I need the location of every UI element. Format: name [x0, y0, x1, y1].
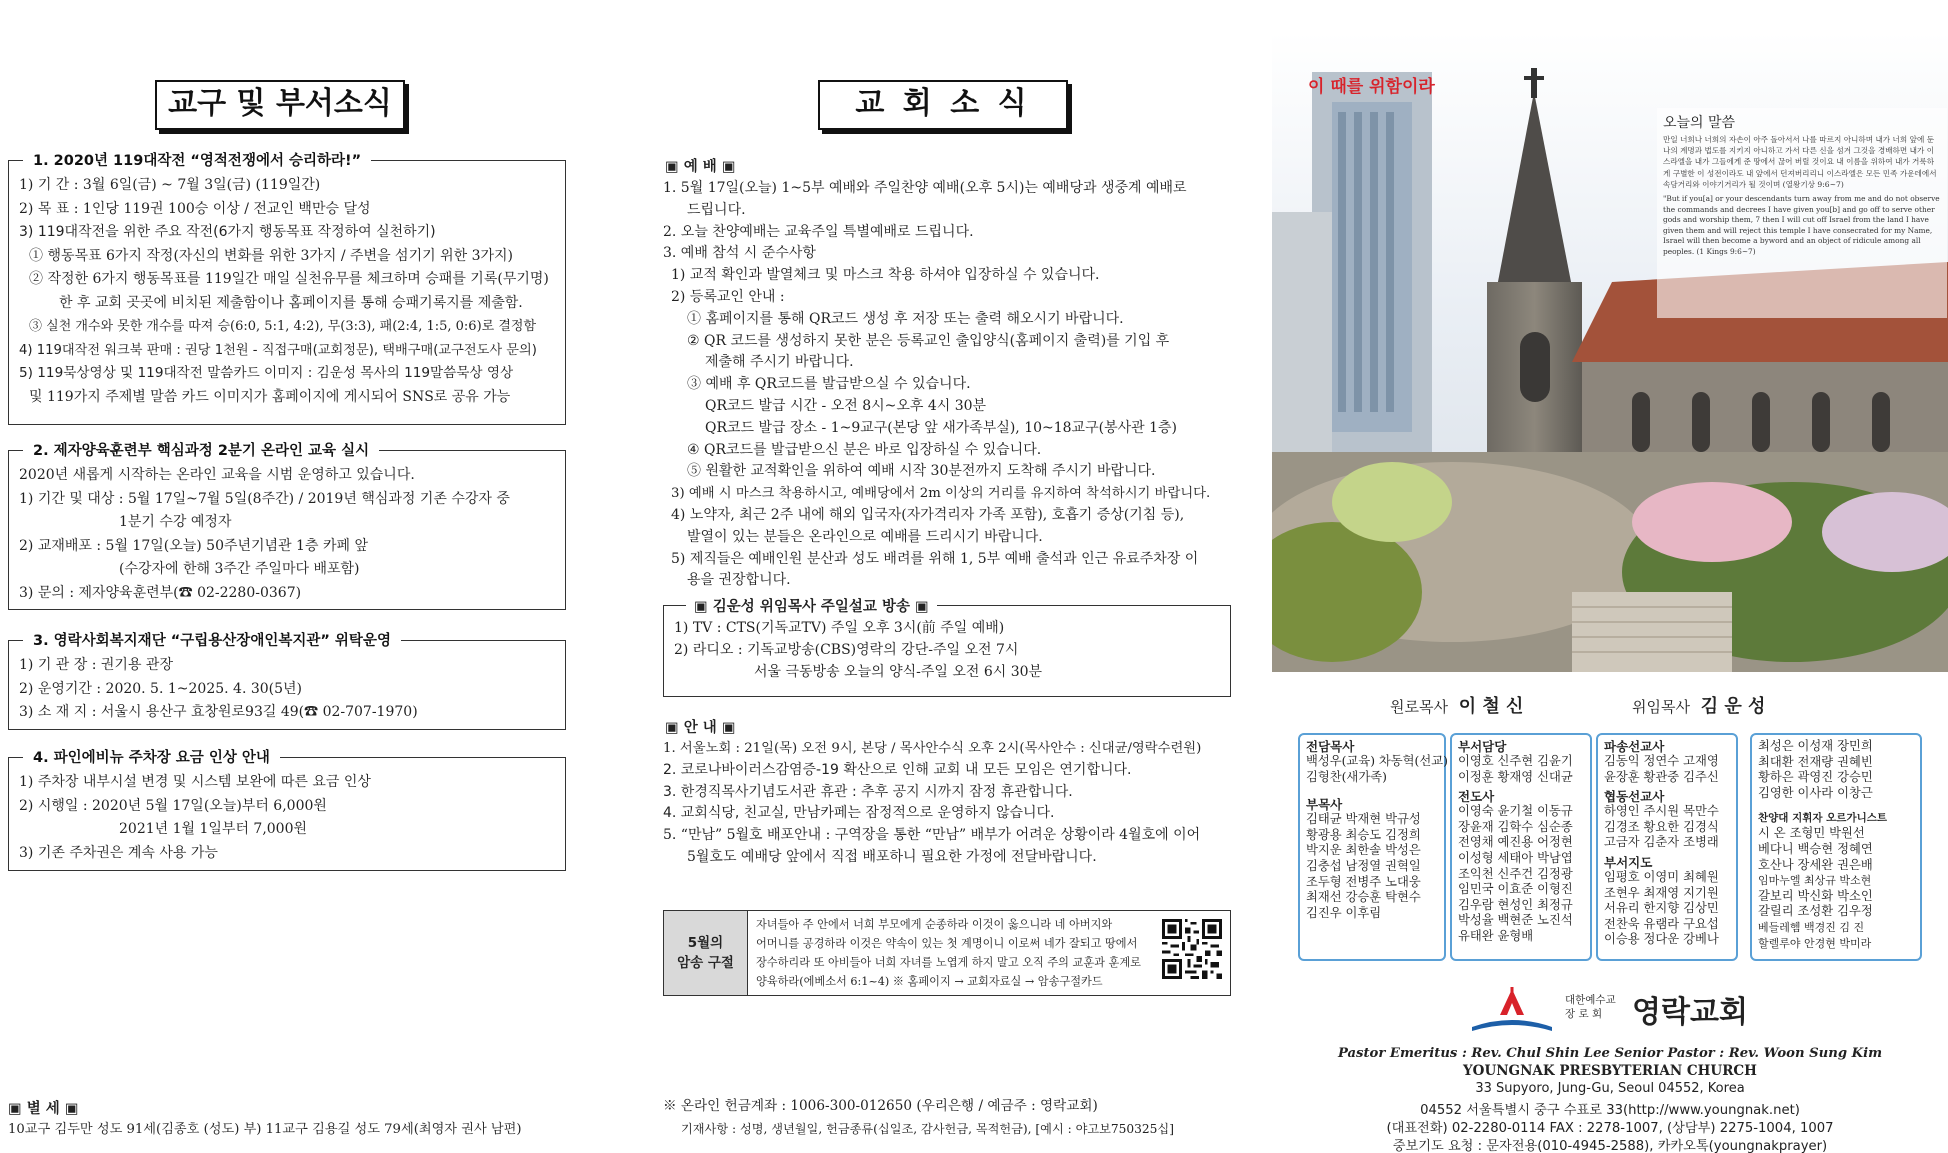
staff-heading: 부서담당 [1458, 739, 1507, 754]
staff-line: 김우람 현성인 최정규 [1458, 897, 1573, 912]
text-line: 1) 기 간 : 3월 6일(금) ~ 7월 3일(금) (119일간) [19, 177, 321, 193]
church-logo [1467, 985, 1767, 1037]
offering-account: ※ 온라인 헌금계좌 : 1006-300-012650 (우리은행 / 예금주 : 영락교회) [663, 1098, 1098, 1114]
worship-list [663, 178, 1243, 592]
section-119-campaign [8, 153, 566, 425]
church-photo [1272, 32, 1948, 672]
text-line: 1분기 수강 예정자 [119, 514, 232, 530]
staff-line: 장윤재 김학수 심순종 [1458, 819, 1573, 834]
staff-line: 김형찬(새가족) [1306, 769, 1387, 784]
text-line: 발열이 있는 분들은 온라인으로 예배를 드리시기 바랍니다. [687, 528, 1043, 545]
staff-box-evangelists [1450, 733, 1592, 961]
text-line: 5. “만남” 5월호 배포안내 : 구역장을 통한 “만남” 배부가 어려운 상황이라 4월호에 이어 [663, 827, 1201, 844]
denomination-line: 대한예수교 [1565, 994, 1616, 1006]
name: 김 운 성 [1700, 696, 1766, 717]
footer-phone: (대표전화) 02-2280-0114 FAX : 2278-1007, (상담부) 2275-1004, 1007 [1386, 1121, 1834, 1136]
column-district-news [0, 0, 575, 1153]
text-line: 양육하라(에베소서 6:1~4) ※ 홈페이지 → 교회자료실 → 암송구절카드 [756, 975, 1103, 988]
section-heading: 4. 파인에비뉴 주차장 요금 인상 안내 [23, 746, 280, 767]
section-heading: 3. 영락사회복지재단 “구립용산장애인복지관” 위탁운영 [23, 629, 401, 650]
staff-line: 윤장훈 황관중 김주신 [1604, 769, 1719, 784]
staff-line: 유태완 윤형배 [1458, 928, 1534, 943]
staff-line: 호산나 장세완 권은배 [1758, 857, 1873, 872]
section-parking-fee [8, 750, 566, 871]
text-line: ① 홈페이지를 통해 QR코드 생성 후 저장 또는 출력 해오시기 바랍니다. [687, 310, 1124, 327]
text-line: 2020년 새롭게 시작하는 온라인 교육을 시범 운영하고 있습니다. [19, 467, 415, 483]
text-line: ③ 예배 후 QR코드를 발급받으실 수 있습니다. [687, 376, 971, 393]
text-line: 2021년 1월 1일부터 7,000원 [119, 821, 308, 837]
text-line: 2. 오늘 찬양예배는 교육주일 특별예배로 드립니다. [663, 223, 974, 240]
staff-line: 김충섭 남정열 권혁일 [1306, 858, 1421, 873]
staff-line: 임평호 이영미 최혜원 [1604, 869, 1719, 884]
text-line: 1. 5월 17일(오늘) 1~5부 예배와 주일찬양 예배(오후 5시)는 예배당과 생중계 예배로 [663, 180, 1187, 196]
todays-word-box [1657, 108, 1947, 318]
text-line: 3) 소 재 지 : 서울시 용산구 효창원로93길 49(☎ 02-707-1970) [19, 704, 418, 720]
text-line: 장수하리라 또 아비들아 너희 자녀를 노엽게 하지 말고 오직 주의 교훈과 훈계로 [756, 956, 1141, 969]
staff-heading: 협동선교사 [1604, 789, 1665, 805]
worship-heading: ▣ 예 배 ▣ [665, 159, 736, 175]
label: 위임목사 [1632, 698, 1690, 716]
offering-note: 기재사항 : 성명, 생년월일, 헌금종류(십일조, 감사헌금, 목적헌금), [예시 : 야고보750325십] [681, 1122, 1174, 1136]
text-line: QR코드 발급 시간 - 오전 8시~오후 4시 30분 [705, 397, 987, 414]
staff-line: 임마누엘 최상규 박소현 [1758, 874, 1872, 888]
text-line: 1) TV : CTS(기독교TV) 주일 오후 3시(前 주일 예배) [674, 620, 1005, 636]
footer-prayer: 중보기도 요청 : 문자전용(010-4945-2588), 카카오톡(youngnakprayer) [1392, 1139, 1828, 1153]
text-line: 1) 기 관 장 : 권기용 관장 [19, 657, 173, 673]
todays-word-korean: 만일 너희나 너희의 자손이 아주 돌아서서 나를 따르지 아니하며 내가 너희 앞에 둔 나의 계명과 법도를 지키지 아니하고 가서 다른 신을 섬겨 그것을 경배하면 내가 이스라엘을 내가 그들에게 준 땅에서 끊어 버릴 것이요 내 이름을 위하여 내가 거룩하게 구별한 이 성전이라도 내 앞에서 던져버리리니 이스라엘은 모든 민족 가운데에서 속담거리와 이야기거리가 될 것이며 (열왕기상 9:6~7) [1663, 135, 1937, 189]
text-line: 1) 주차장 내부시설 변경 및 시스템 보완에 따른 요금 인상 [19, 774, 371, 790]
text-line: 5) 119묵상영상 및 119대작전 말씀카드 이미지 : 김운성 목사의 119말씀묵상 영상 [19, 365, 514, 381]
sermon-theme: 이 때를 위함이라 [1308, 77, 1435, 97]
text-line: 서울 극동방송 오늘의 양식-주일 오전 6시 30분 [754, 663, 1043, 680]
staff-line: 하영인 주시원 목만수 [1604, 804, 1719, 819]
staff-line: 고금자 김춘자 조병래 [1604, 835, 1719, 850]
staff-line: 베다니 백승현 정혜연 [1758, 841, 1873, 856]
text-line: 4) 노약자, 최근 2주 내에 해외 입국자(자가격리자 가족 포함), 호흡기 증상(기침 등), [671, 506, 1185, 523]
column-church-news [655, 0, 1240, 1153]
section-online-education [8, 443, 566, 610]
text-line: ② QR 코드를 생성하지 못한 분은 등록교인 출입양식(홈페이지 출력)를 기입 후 [687, 332, 1170, 349]
staff-line: 김경조 황요한 김경식 [1604, 819, 1719, 834]
staff-line: 황하은 곽영진 강승민 [1758, 770, 1873, 785]
church-news-title: 교 회 소 식 [818, 80, 1068, 130]
staff-heading: 부목사 [1306, 797, 1343, 813]
todays-word-label: 오늘의 말씀 [1663, 115, 1736, 131]
church-name: 영락교회 [1632, 995, 1748, 1030]
memory-verse-label [664, 911, 748, 995]
footer-address-ko: 04552 서울특별시 중구 수표로 33(http://www.youngnak.net) [1420, 1103, 1800, 1118]
staff-line: 갈릴리 조성환 김우정 [1758, 904, 1873, 919]
staff-heading: 파송선교사 [1604, 739, 1665, 754]
text-line: 2) 등록교인 안내 : [671, 288, 785, 305]
staff-line: 전찬욱 유램라 구요섭 [1604, 916, 1719, 931]
text-line: 자녀들아 주 안에서 너희 부모에게 순종하라 이것이 옳으니라 네 아버지와 [756, 918, 1113, 931]
text-line: 용을 권장합니다. [687, 572, 791, 589]
footer-church-en: YOUNGNAK PRESBYTERIAN CHURCH [1463, 1063, 1757, 1079]
staff-line: 조두형 전병주 노대웅 [1306, 874, 1421, 889]
staff-line: 최재선 강승훈 탁현수 [1306, 890, 1421, 905]
text-line: 2) 라디오 : 기독교방송(CBS)영락의 강단-주일 오전 7시 [674, 641, 1019, 658]
staff-line: 갈보리 박신화 박소인 [1758, 888, 1873, 903]
text-line: ① 행동목표 6가지 작정(자신의 변화를 위한 3가지 / 주변을 섬기기 위한 3가지) [29, 247, 513, 264]
farewell-heading: ▣ 별 세 ▣ [8, 1101, 79, 1117]
text-line: 1) 교적 확인과 발열체크 및 마스크 착용 하셔야 입장하실 수 있습니다. [671, 267, 1100, 284]
staff-box-choirs [1750, 733, 1922, 961]
staff-box-pastors [1298, 733, 1446, 961]
staff-heading: 전도사 [1458, 789, 1495, 805]
text-line: 3) 119대작전을 위한 주요 작전(6가지 행동목표 작정하여 실천하기) [19, 224, 436, 240]
text-line: ⑤ 원활한 교적확인을 위하여 예배 시작 30분전까지 도착해 주시기 바랍니다. [687, 463, 1156, 480]
footer-address-en: 33 Supyoro, Jung-Gu, Seoul 04552, Korea [1475, 1081, 1745, 1096]
text-line: ③ 실천 개수와 못한 개수를 따져 승(6:0, 5:1, 4:2), 무(3:3), 패(2:4, 1:5, 0:6)로 결정함 [29, 319, 537, 334]
staff-line: 시 온 조형민 박원선 [1758, 826, 1865, 841]
text-line: ④ QR코드를 발급받으신 분은 바로 입장하실 수 있습니다. [687, 441, 1042, 458]
staff-line: 김태균 박재현 박규성 [1306, 812, 1421, 827]
name: 이 철 신 [1458, 696, 1524, 717]
text-line: 드립니다. [687, 201, 746, 218]
farewell-line: 10교구 김두만 성도 91세(김종호 (성도) 부) 11교구 김용길 성도 79세(최영자 권사 남편) [8, 1122, 522, 1137]
staff-line: 백성우(교육) 차동혁(선교) [1306, 754, 1448, 768]
text-line: 2) 시행일 : 2020년 5월 17일(오늘)부터 6,000원 [19, 797, 327, 814]
senior-pastor [1632, 692, 1765, 718]
staff-line: 이성형 세태아 박남엽 [1458, 850, 1573, 865]
text-line: 4. 교회식당, 친교실, 만남카페는 잠정적으로 운영하지 않습니다. [663, 805, 1055, 822]
text-line: 제출해 주시기 바랍니다. [705, 354, 854, 371]
staff-line: 이영숙 윤기철 이동규 [1458, 804, 1573, 819]
staff-line: 최대환 전재량 권혜빈 [1758, 754, 1873, 769]
text-line: 3. 한경직목사기념도서관 휴관 : 추후 공지 시까지 잠정 휴관합니다. [663, 783, 1073, 800]
text-line: 5) 제직들은 예배인원 분산과 성도 배려를 위해 1, 5부 예배 출석과 인근 유료주차장 이 [671, 550, 1199, 567]
text-line: 3) 기존 주차권은 계속 사용 가능 [19, 844, 218, 861]
staff-line: 조현우 최재영 지기원 [1604, 885, 1719, 900]
section-heading: 1. 2020년 119대작전 “영적전쟁에서 승리하라!” [23, 149, 371, 170]
pastor-emeritus [1390, 692, 1523, 718]
memory-verse-box [663, 910, 1231, 996]
staff-line: 김영한 이사라 이창근 [1758, 785, 1873, 800]
district-news-title: 교구 및 부서소식 [155, 80, 405, 130]
text-line: ② 작정한 6가지 행동목표를 119일간 매일 실천유무를 체크하며 승패를 기록(무기명) [29, 271, 549, 287]
staff-line: 김진우 이후림 [1306, 905, 1382, 920]
staff-box-missionaries [1596, 733, 1738, 961]
text-line: 4) 119대작전 워크북 판매 : 권당 1천원 - 직접구매(교회정문), 택배구매(교구전도사 문의) [19, 342, 537, 358]
text-line: 어머니를 공경하라 이것은 약속이 있는 첫 계명이니 이로써 네가 잘되고 땅에서 [756, 937, 1138, 950]
staff-line: 이승용 정다운 강베나 [1604, 932, 1719, 947]
section-heading: 2. 제자양육훈련부 핵심과정 2분기 온라인 교육 실시 [23, 439, 379, 460]
broadcast-box [663, 599, 1231, 697]
broadcast-heading: ▣ 김운성 위임목사 주일설교 방송 ▣ [686, 595, 937, 616]
staff-line: 박지운 최한솔 박성은 [1306, 843, 1421, 858]
label-line: 암송 구절 [677, 955, 734, 971]
label: 원로목사 [1390, 698, 1448, 716]
denomination-line: 장 로 회 [1565, 1008, 1603, 1020]
text-line: 3. 예배 참석 시 준수사항 [663, 245, 816, 262]
text-line: 2. 코로나바이러스감염증-19 확산으로 인해 교회 내 모든 모임은 연기합니다. [663, 761, 1132, 778]
staff-line: 조익천 신주건 김정광 [1458, 866, 1573, 881]
notice-list [663, 738, 1243, 869]
staff-line: 이영호 신주현 김윤기 [1458, 754, 1573, 768]
staff-line: 김동익 정연수 고재영 [1604, 754, 1719, 768]
qr-code-icon[interactable] [1162, 919, 1222, 979]
label-line: 5월의 [687, 935, 724, 951]
church-logo-icon [1467, 985, 1557, 1037]
text-line: 3) 문의 : 제자양육훈련부(☎ 02-2280-0367) [19, 584, 302, 601]
text-line: (수강자에 한해 3주간 주일마다 배포함) [119, 561, 360, 577]
text-line: 및 119가지 주제별 말씀 카드 이미지가 홈페이지에 게시되어 SNS로 공유 가능 [29, 388, 511, 405]
text-line: 3) 예배 시 마스크 착용하시고, 예배당에서 2m 이상의 거리를 유지하여 착석하시기 바랍니다. [671, 486, 1211, 502]
notice-heading: ▣ 안 내 ▣ [665, 720, 736, 736]
text-line: 한 후 교회 곳곳에 비치된 제출함이나 홈페이지를 통해 승패기록지를 제출함. [59, 294, 523, 311]
todays-word-english: "But if you[a] or your descendants turn away from me and do not observe the commands and decrees I have given you[b] and go off to serve other gods and worship them, 7 then I will cut off Israel from the land I have given them and will reject this temple I have consecrated for my Name, Israel will then become a byword and an object of ridicule among all peoples. (1 Kings 9:6~7) [1663, 194, 1940, 256]
text-line: 1. 서울노회 : 21일(목) 오전 9시, 본당 / 목사안수식 오후 2시(목사안수 : 신대균/영락수련원) [663, 741, 1202, 756]
staff-line: 베들레헴 백경진 김 진 [1758, 920, 1865, 934]
text-line: 2) 운영기간 : 2020. 5. 1~2025. 4. 30(5년) [19, 680, 303, 697]
staff-line: 임민국 이효준 이형진 [1458, 882, 1573, 897]
staff-heading: 찬양대 지휘자 오르가니스트 [1758, 812, 1888, 825]
staff-heading: 부서지도 [1604, 854, 1653, 870]
text-line: 2) 교재배포 : 5월 17일(오늘) 50주년기념관 1층 카페 앞 [19, 537, 368, 554]
staff-heading: 전담목사 [1306, 739, 1355, 754]
staff-line: 박성율 백현준 노진석 [1458, 913, 1573, 928]
column-cover [1272, 0, 1948, 1153]
text-line: 5월호도 예배당 앞에서 직접 배포하니 필요한 가정에 전달바랍니다. [687, 848, 1097, 865]
section-welfare-center [8, 633, 566, 730]
staff-line: 이정훈 황재영 신대균 [1458, 769, 1573, 784]
staff-line: 서유리 한지향 김상민 [1604, 901, 1719, 916]
text-line: 1) 기간 및 대상 : 5월 17일~7월 5일(8주간) / 2019년 핵심과정 기존 수강자 중 [19, 490, 510, 507]
text-line: QR코드 발급 장소 - 1~9교구(본당 앞 새가족부실), 10~18교구(봉사관 1층) [705, 419, 1177, 436]
footer-pastors: Pastor Emeritus : Rev. Chul Shin Lee Senior Pastor : Rev. Woon Sung Kim [1337, 1046, 1883, 1061]
staff-line: 황광용 최승도 김정희 [1306, 827, 1421, 842]
staff-line: 할렐루야 안경현 박미라 [1758, 936, 1872, 950]
text-line: 2) 목 표 : 1인당 119권 100승 이상 / 전교인 백만승 달성 [19, 200, 371, 217]
staff-line: 최성은 이성재 장민희 [1758, 739, 1873, 753]
staff-line: 전영채 예진용 어정현 [1458, 835, 1573, 850]
